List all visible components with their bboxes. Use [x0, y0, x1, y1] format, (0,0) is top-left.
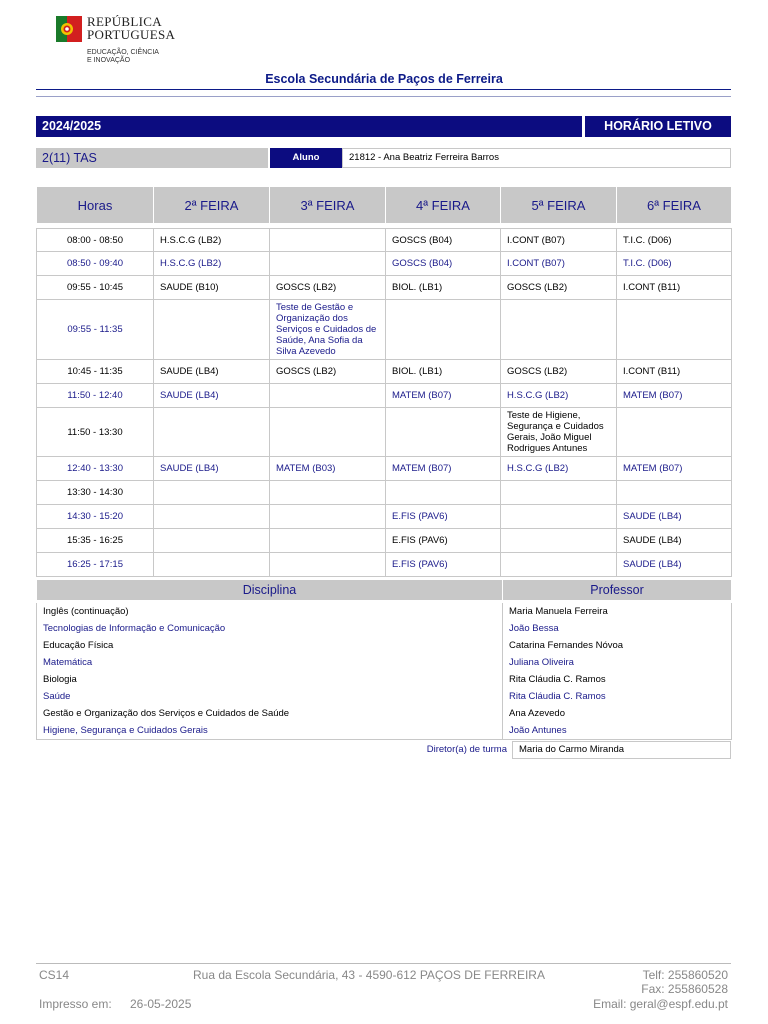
schedule-cell: SAUDE (LB4)	[617, 529, 732, 553]
logo-sub-1: EDUCAÇÃO, CIÊNCIA	[87, 49, 159, 56]
schedule-cell	[386, 408, 501, 457]
subject-name: Higiene, Segurança e Cuidados Gerais	[37, 722, 503, 740]
student-value: 21812 - Ana Beatriz Ferreira Barros	[342, 148, 731, 168]
teacher-name: Rita Cláudia C. Ramos	[503, 688, 732, 705]
logo-subtext	[87, 49, 159, 65]
schedule-cell: I.CONT (B11)	[617, 276, 732, 300]
schedule-row	[37, 384, 732, 408]
header-rule-top	[36, 89, 731, 90]
time-slot: 15:35 - 16:25	[37, 529, 154, 553]
schedule-cell	[270, 505, 386, 529]
schedule-cell	[154, 300, 270, 360]
schedule-cell: GOSCS (LB2)	[270, 360, 386, 384]
teacher-name: Catarina Fernandes Nóvoa	[503, 637, 732, 654]
subjects-body	[37, 601, 732, 740]
schedule-cell: I.CONT (B11)	[617, 360, 732, 384]
student-label: Aluno	[270, 148, 342, 168]
schedule-cell	[270, 481, 386, 505]
time-slot: 09:55 - 11:35	[37, 300, 154, 360]
teacher-name: Juliana Oliveira	[503, 654, 732, 671]
subject-row	[37, 705, 732, 722]
teacher-name: Rita Cláudia C. Ramos	[503, 671, 732, 688]
subject-row	[37, 688, 732, 705]
schedule-cell	[270, 384, 386, 408]
subject-row	[37, 603, 732, 620]
schedule-cell: GOSCS (LB2)	[501, 276, 617, 300]
schedule-cell	[154, 553, 270, 577]
school-year: 2024/2025	[36, 116, 582, 137]
time-slot: 11:50 - 13:30	[37, 408, 154, 457]
time-slot: 14:30 - 15:20	[37, 505, 154, 529]
subject-name: Educação Física	[37, 637, 503, 654]
day-column-header: 3ª FEIRA	[270, 187, 386, 224]
subject-row	[37, 654, 732, 671]
time-slot: 08:00 - 08:50	[37, 229, 154, 252]
subject-name: Biologia	[37, 671, 503, 688]
schedule-title: HORÁRIO LETIVO	[585, 116, 731, 137]
schedule-cell: T.I.C. (D06)	[617, 252, 732, 276]
schedule-cell	[270, 252, 386, 276]
schedule-row	[37, 276, 732, 300]
footer-fax: Fax: 255860528	[641, 982, 728, 996]
footer-email: Email: geral@espf.edu.pt	[593, 997, 728, 1011]
subjects-table	[36, 579, 732, 740]
time-slot: 08:50 - 09:40	[37, 252, 154, 276]
subject-row	[37, 722, 732, 740]
schedule-cell: E.FIS (PAV6)	[386, 529, 501, 553]
subject-name: Matemática	[37, 654, 503, 671]
schedule-cell: E.FIS (PAV6)	[386, 553, 501, 577]
footer-rule	[36, 963, 731, 964]
day-column-header: 2ª FEIRA	[154, 187, 270, 224]
subject-name: Gestão e Organização dos Serviços e Cuidados de Saúde	[37, 705, 503, 722]
schedule-cell: Teste de Gestão e Organização dos Serviços e Cuidados de Saúde, Ana Sofia da Silva Azevedo	[270, 300, 386, 360]
schedule-cell: GOSCS (B04)	[386, 252, 501, 276]
schedule-row	[37, 229, 732, 252]
schedule-cell: I.CONT (B07)	[501, 229, 617, 252]
schedule-cell: SAUDE (LB4)	[154, 457, 270, 481]
schedule-cell: SAUDE (LB4)	[617, 553, 732, 577]
schedule-cell: SAUDE (B10)	[154, 276, 270, 300]
schedule-cell	[154, 481, 270, 505]
schedule-cell: GOSCS (B04)	[386, 229, 501, 252]
schedule-row	[37, 529, 732, 553]
schedule-cell: BIOL. (LB1)	[386, 360, 501, 384]
schedule-body	[37, 224, 732, 577]
schedule-row	[37, 457, 732, 481]
time-slot: 13:30 - 14:30	[37, 481, 154, 505]
director-value: Maria do Carmo Miranda	[512, 741, 731, 759]
schedule-cell: T.I.C. (D06)	[617, 229, 732, 252]
schedule-cell	[270, 229, 386, 252]
teacher-column-header: Professor	[503, 580, 732, 601]
schedule-cell	[386, 300, 501, 360]
schedule-cell	[154, 408, 270, 457]
schedule-row	[37, 505, 732, 529]
schedule-cell: SAUDE (LB4)	[154, 384, 270, 408]
footer-telf: Telf: 255860520	[642, 968, 728, 982]
subject-name: Saúde	[37, 688, 503, 705]
footer-code: CS14	[39, 968, 70, 982]
hours-column-header: Horas	[37, 187, 154, 224]
schedule-cell: H.S.C.G (LB2)	[154, 252, 270, 276]
logo-line-1: REPÚBLICA	[87, 14, 162, 29]
class-name: 2(11) TAS	[36, 148, 268, 168]
schedule-row	[37, 252, 732, 276]
footer-printed-label: Impresso em:	[39, 997, 112, 1011]
subjects-header-row	[37, 580, 732, 601]
schedule-cell: GOSCS (LB2)	[270, 276, 386, 300]
subject-row	[37, 637, 732, 654]
footer-address: Rua da Escola Secundária, 43 - 4590-612 PAÇOS DE FERREIRA	[193, 968, 545, 982]
teacher-name: João Bessa	[503, 620, 732, 637]
teacher-name: João Antunes	[503, 722, 732, 740]
schedule-row	[37, 408, 732, 457]
day-column-header: 6ª FEIRA	[617, 187, 732, 224]
time-slot: 12:40 - 13:30	[37, 457, 154, 481]
day-column-header: 4ª FEIRA	[386, 187, 501, 224]
schedule-cell	[501, 529, 617, 553]
schedule-cell: H.S.C.G (LB2)	[501, 457, 617, 481]
logo-sub-2: E INOVAÇÃO	[87, 57, 131, 64]
schedule-cell: SAUDE (LB4)	[154, 360, 270, 384]
schedule-cell	[617, 481, 732, 505]
schedule-cell	[270, 529, 386, 553]
day-column-header: 5ª FEIRA	[501, 187, 617, 224]
schedule-cell	[386, 481, 501, 505]
schedule-cell: GOSCS (LB2)	[501, 360, 617, 384]
schedule-cell: MATEM (B03)	[270, 457, 386, 481]
schedule-cell: H.S.C.G (LB2)	[154, 229, 270, 252]
teacher-name: Maria Manuela Ferreira	[503, 603, 732, 620]
logo-line-2: PORTUGUESA	[87, 27, 176, 42]
schedule-row	[37, 360, 732, 384]
director-label: Diretor(a) de turma	[426, 744, 507, 755]
schedule-cell: I.CONT (B07)	[501, 252, 617, 276]
schedule-cell	[154, 505, 270, 529]
schedule-cell: SAUDE (LB4)	[617, 505, 732, 529]
schedule-cell	[270, 408, 386, 457]
schedule-cell: MATEM (B07)	[617, 384, 732, 408]
schedule-cell	[154, 529, 270, 553]
time-slot: 10:45 - 11:35	[37, 360, 154, 384]
schedule-table	[36, 186, 732, 577]
schedule-cell	[270, 553, 386, 577]
subject-column-header: Disciplina	[37, 580, 503, 601]
schedule-cell: E.FIS (PAV6)	[386, 505, 501, 529]
subject-name: Tecnologias de Informação e Comunicação	[37, 620, 503, 637]
schedule-cell	[501, 481, 617, 505]
schedule-cell: Teste de Higiene, Segurança e Cuidados Gerais, João Miguel Rodrigues Antunes	[501, 408, 617, 457]
schedule-cell: H.S.C.G (LB2)	[501, 384, 617, 408]
subject-row	[37, 671, 732, 688]
schedule-cell: BIOL. (LB1)	[386, 276, 501, 300]
time-slot: 16:25 - 17:15	[37, 553, 154, 577]
schedule-row	[37, 481, 732, 505]
schedule-row	[37, 300, 732, 360]
schedule-cell	[617, 408, 732, 457]
schedule-cell	[501, 300, 617, 360]
schedule-cell: MATEM (B07)	[617, 457, 732, 481]
schedule-cell: MATEM (B07)	[386, 384, 501, 408]
schedule-cell	[501, 505, 617, 529]
footer-printed-date: 26-05-2025	[130, 997, 192, 1011]
subject-row	[37, 620, 732, 637]
schedule-row	[37, 553, 732, 577]
time-slot: 09:55 - 10:45	[37, 276, 154, 300]
schedule-cell: MATEM (B07)	[386, 457, 501, 481]
subject-name: Inglês (continuação)	[37, 603, 503, 620]
schedule-cell	[617, 300, 732, 360]
teacher-name: Ana Azevedo	[503, 705, 732, 722]
school-name: Escola Secundária de Paços de Ferreira	[265, 72, 503, 86]
header-rule-bottom	[36, 96, 731, 97]
time-slot: 11:50 - 12:40	[37, 384, 154, 408]
schedule-cell	[501, 553, 617, 577]
schedule-header-row	[37, 187, 732, 224]
logo-text	[87, 15, 175, 41]
